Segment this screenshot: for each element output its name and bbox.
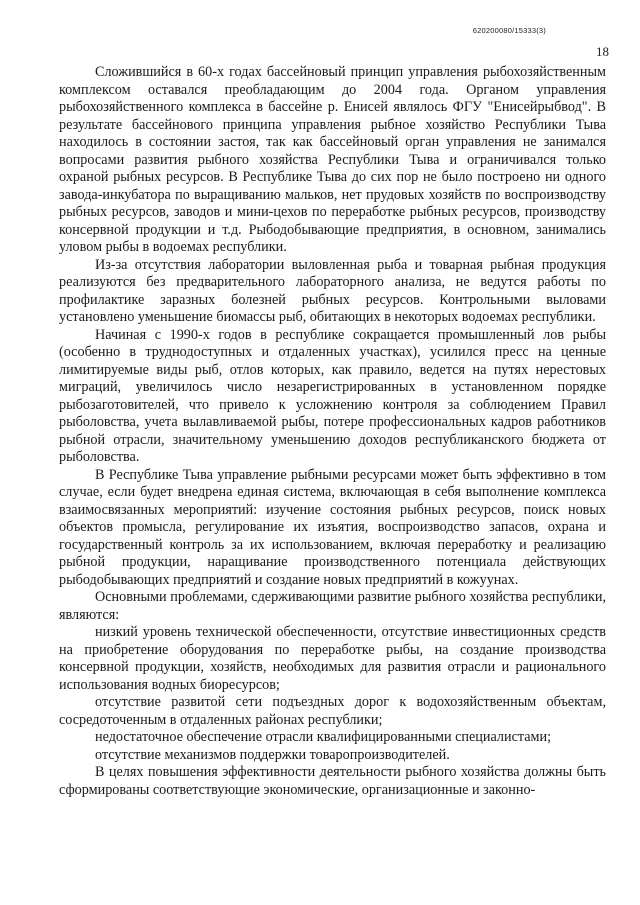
paragraph-main-problems: Основными проблемами, сдерживающими развитие рыбного хозяйства республики, являются: [59, 589, 606, 623]
document-id: 620200080/15333(3) [472, 26, 546, 35]
paragraph-basin-principle: Сложившийся в 60-х годах бассейновый принцип управления рыбохозяйственным комплексом оставался преобладающим до 2004 года. Органом управления рыбохозяйственного комплекса в бассейне р. Енисей являлось ФГУ "Енисейрыбвод". В результате бассейнового принципа управления рыбное хозяйство Республики Тыва находилось в состоянии застоя, так как бассейновый орган управления не занимался вопросами развития рыбного хозяйства Республики Тыва и ограничивался только охраной рыбных ресурсов. В Республике Тыва до сих пор не было построено ни одного завода-инкубатора по выращиванию мальков, нет прудовых хозяйств по воспроизводству рыбных ресурсов, заводов и мини-цехов по переработке рыбных ресурсов, производству консервной продукции и т.д. Рыбодобывающие предприятия, в основном, занимались уловом рыбы в водоемах республики. [59, 64, 606, 255]
problem-item-roads: отсутствие развитой сети подъездных дорог к водохозяйственным объектам, сосредоточенным в отдаленных районах республики; [59, 694, 606, 728]
paragraph-1990s: Начиная с 1990-х годов в республике сокращается промышленный лов рыбы (особенно в труднодоступных и отдаленных участках), усилился пресс на ценные лимитируемые виды рыб, отлов которых, как правило, ведется на путях нерестовых миграций, увеличилось число незарегистрированных в установленном порядке рыбозаготовителей, что привело к усложнению контроля за соблюдением Правил рыболовства, учета вылавливаемой рыбы, потере профессиональных кадров работников рыбной отрасли, значительному уменьшению доходов республиканского бюджета от рыболовства. [59, 326, 606, 465]
paragraph-management-system: В Республике Тыва управление рыбными ресурсами может быть эффективно в том случае, если будет внедрена единая система, включающая в себя выполнение комплекса взаимосвязанных мероприятий: изучение состояния рыбных ресурсов, поиск новых объектов промысла, регулирование их изъятия, воспроизводство запасов, охрана и государственный контроль за их использованием, включая переработку и реализацию рыбной продукции, наращивание производственного потенциала действующих рыбодобывающих предприятий и создание новых предприятий в кожуунах. [59, 466, 606, 588]
document-body [59, 64, 606, 799]
page-number: 18 [596, 44, 609, 59]
problem-item-technical: низкий уровень технической обеспеченности, отсутствие инвестиционных средств на приобретение оборудования по переработке рыбы, на создание производства консервной продукции, хозяйств, необходимых для развития отрасли и рационального использования водных биоресурсов; [59, 624, 606, 693]
problem-item-specialists: недостаточное обеспечение отрасли квалифицированными специалистами; [95, 729, 552, 745]
problem-item-support: отсутствие механизмов поддержки товаропроизводителей. [95, 746, 450, 763]
paragraph-laboratory: Из-за отсутствия лаборатории выловленная рыба и товарная рыбная продукция реализуются без предварительного лабораторного анализа, не ведутся работы по профилактике заразных болезней рыбных ресурсов. Контрольными выловами установлено уменьшение биомассы рыб, обитающих в некоторых водоемах республики. [59, 256, 606, 325]
paragraph-closing: В целях повышения эффективности деятельности рыбного хозяйства должны быть сформированы соответствующие экономические, организационные и законно- [59, 764, 606, 798]
